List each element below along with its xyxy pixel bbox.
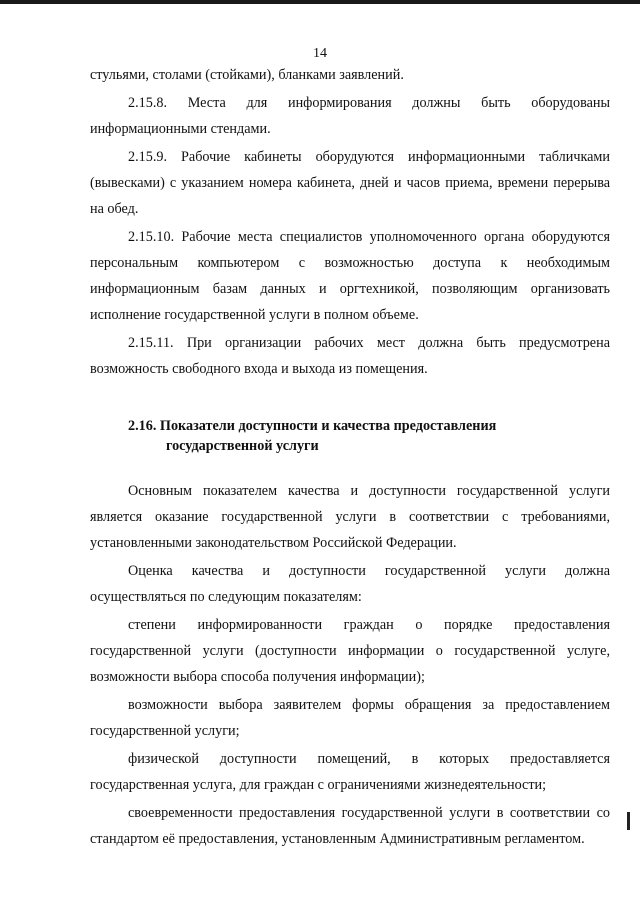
indicator-item-informedness: степени информированности граждан о порядке предоставления государственной услуги (доступности информации о государственной услуге, возможности выбора способа получения информации); [90, 617, 610, 685]
paragraph-2-15-11: 2.15.11. При организации рабочих мест должна быть предусмотрена возможность свободного входа и выхода из помещения. [90, 335, 610, 377]
paragraph-main-indicator: Основным показателем качества и доступности государственной услуги является оказание государственной услуги в соответствии с требованиями, установленными законодательством Российской Федерации. [90, 483, 610, 551]
section-number: 2.16. [128, 418, 157, 434]
margin-mark [627, 812, 630, 830]
section-title-line2: государственной услуги [166, 438, 319, 454]
paragraph-evaluation: Оценка качества и доступности государственной услуги должна осуществляться по следующим показателям: [90, 563, 610, 605]
indicator-item-physical-accessibility: физической доступности помещений, в которых предоставляется государственная услуга, для граждан с ограничениями жизнедеятельности; [90, 751, 610, 793]
paragraph-2-15-10: 2.15.10. Рабочие места специалистов уполномоченного органа оборудуются персональным компьютером с возможностью доступа к необходимым информационным базам данных и оргтехникой, позволяющим организовать исполнение государственной услуги в полном объеме. [90, 229, 610, 323]
indicator-item-timeliness: своевременности предоставления государственной услуги в соответствии со стандартом её предоставления, установленным Административным регламентом. [90, 805, 610, 847]
page-number: 14 [313, 46, 327, 61]
indicator-item-request-form: возможности выбора заявителем формы обращения за предоставлением государственной услуги; [90, 697, 610, 739]
paragraph-continuation: стульями, столами (стойками), бланками заявлений. [90, 67, 404, 83]
section-heading [90, 416, 610, 456]
top-border-line [0, 0, 640, 4]
section-title-line1: Показатели доступности и качества предоставления [159, 418, 497, 434]
document-body [90, 62, 610, 852]
paragraph-2-15-8: 2.15.8. Места для информирования должны быть оборудованы информационными стендами. [90, 95, 610, 137]
paragraph-2-15-9: 2.15.9. Рабочие кабинеты оборудуются информационными табличками (вывесками) с указанием номера кабинета, дней и часов приема, времени перерыва на обед. [90, 149, 610, 217]
